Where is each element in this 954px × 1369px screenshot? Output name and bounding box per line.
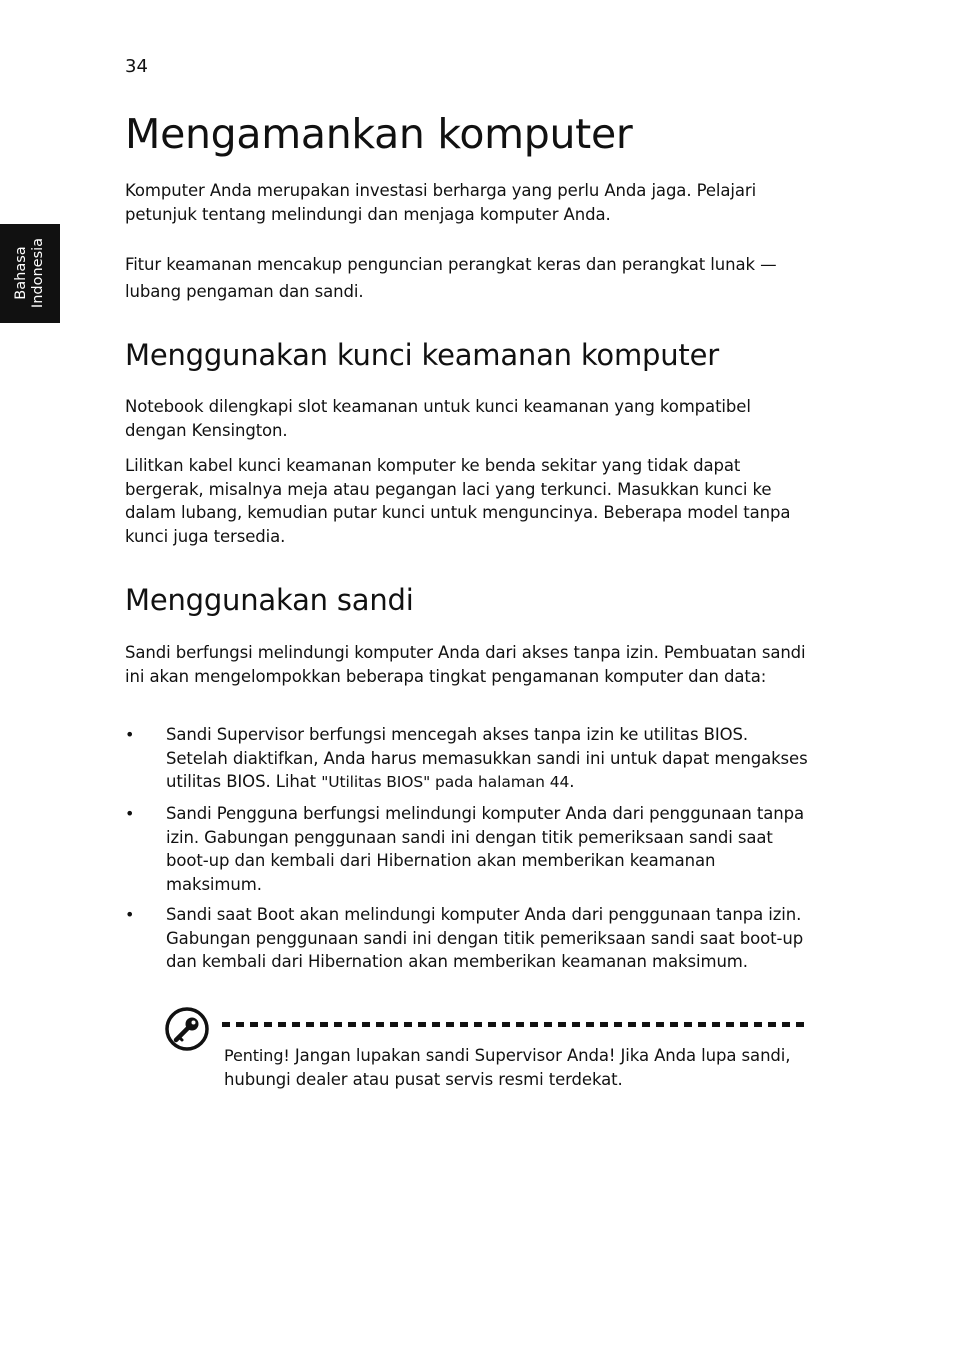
list-item-text: Sandi Pengguna berfungsi melindungi komputer Anda dari penggunaan tanpa izin. Gabungan penggunaan sandi ini dengan titik pemeriksaan sandi saat boot-up dan kembali dari Hibernation akan memberikan keamanan maksimum. [166, 804, 804, 894]
intro-paragraph-2: Fitur keamanan mencakup penguncian perangkat keras dan perangkat lunak — lubang pengaman dan sandi. [125, 255, 777, 301]
note-body: Jangan lupakan sandi Supervisor Anda! Jika Anda lupa sandi, hubungi dealer atau pusat servis resmi terdekat. [224, 1046, 791, 1089]
lock-paragraph-2: Lilitkan kabel kunci keamanan komputer ke benda sekitar yang tidak dapat bergerak, misalnya meja atau pegangan laci yang terkunci. Masukkan kunci ke dalam lubang, kemudian putar kunci untuk menguncinya. Beberapa model tanpa kunci juga tersedia. [125, 456, 791, 546]
list-item-end: . [569, 772, 575, 791]
password-intro: Sandi berfungsi melindungi komputer Anda dari akses tanpa izin. Pembuatan sandi ini akan mengelompokkan beberapa tingkat pengamanan komputer dan data: [125, 643, 806, 686]
list-item-text: Sandi saat Boot akan melindungi komputer Anda dari penggunaan tanpa izin. Gabungan penggunaan sandi ini dengan titik pemeriksaan sandi saat boot-up dan kembali dari Hibernation akan memberikan keamanan maksimum. [166, 905, 804, 971]
list-item-text [166, 723, 811, 795]
bullet-symbol: • [125, 905, 135, 924]
language-tab-label [13, 238, 47, 308]
note-label: Penting! [224, 1046, 290, 1065]
list-item-body: Sandi Supervisor berfungsi mencegah akses tanpa izin ke utilitas BIOS. Setelah diaktifkan, Anda harus memasukkan sandi ini untuk dapat mengakses utilitas BIOS. Lihat [166, 725, 808, 791]
bullet-symbol: • [125, 804, 135, 823]
page-title: Mengamankan komputer [125, 110, 633, 158]
cross-reference-link[interactable]: "Utilitas BIOS" pada halaman 44 [321, 773, 570, 791]
page-number: 34 [125, 56, 148, 77]
section-heading-lock: Menggunakan kunci keamanan komputer [125, 338, 719, 372]
language-tab [0, 224, 60, 323]
bullet-symbol: • [125, 725, 135, 744]
intro-paragraph-1: Komputer Anda merupakan investasi berharga yang perlu Anda jaga. Pelajari petunjuk tentang melindungi dan menjaga komputer Anda. [125, 181, 757, 224]
lock-paragraph-1: Notebook dilengkapi slot keamanan untuk kunci keamanan yang kompatibel dengan Kensington. [125, 397, 751, 440]
note-text [224, 1044, 814, 1091]
language-tab-line2: Indonesia [30, 237, 46, 309]
section-heading-password: Menggunakan sandi [125, 583, 414, 617]
note-divider [222, 1022, 806, 1027]
language-tab-line1: Bahasa [13, 246, 29, 300]
key-icon [164, 1005, 212, 1053]
